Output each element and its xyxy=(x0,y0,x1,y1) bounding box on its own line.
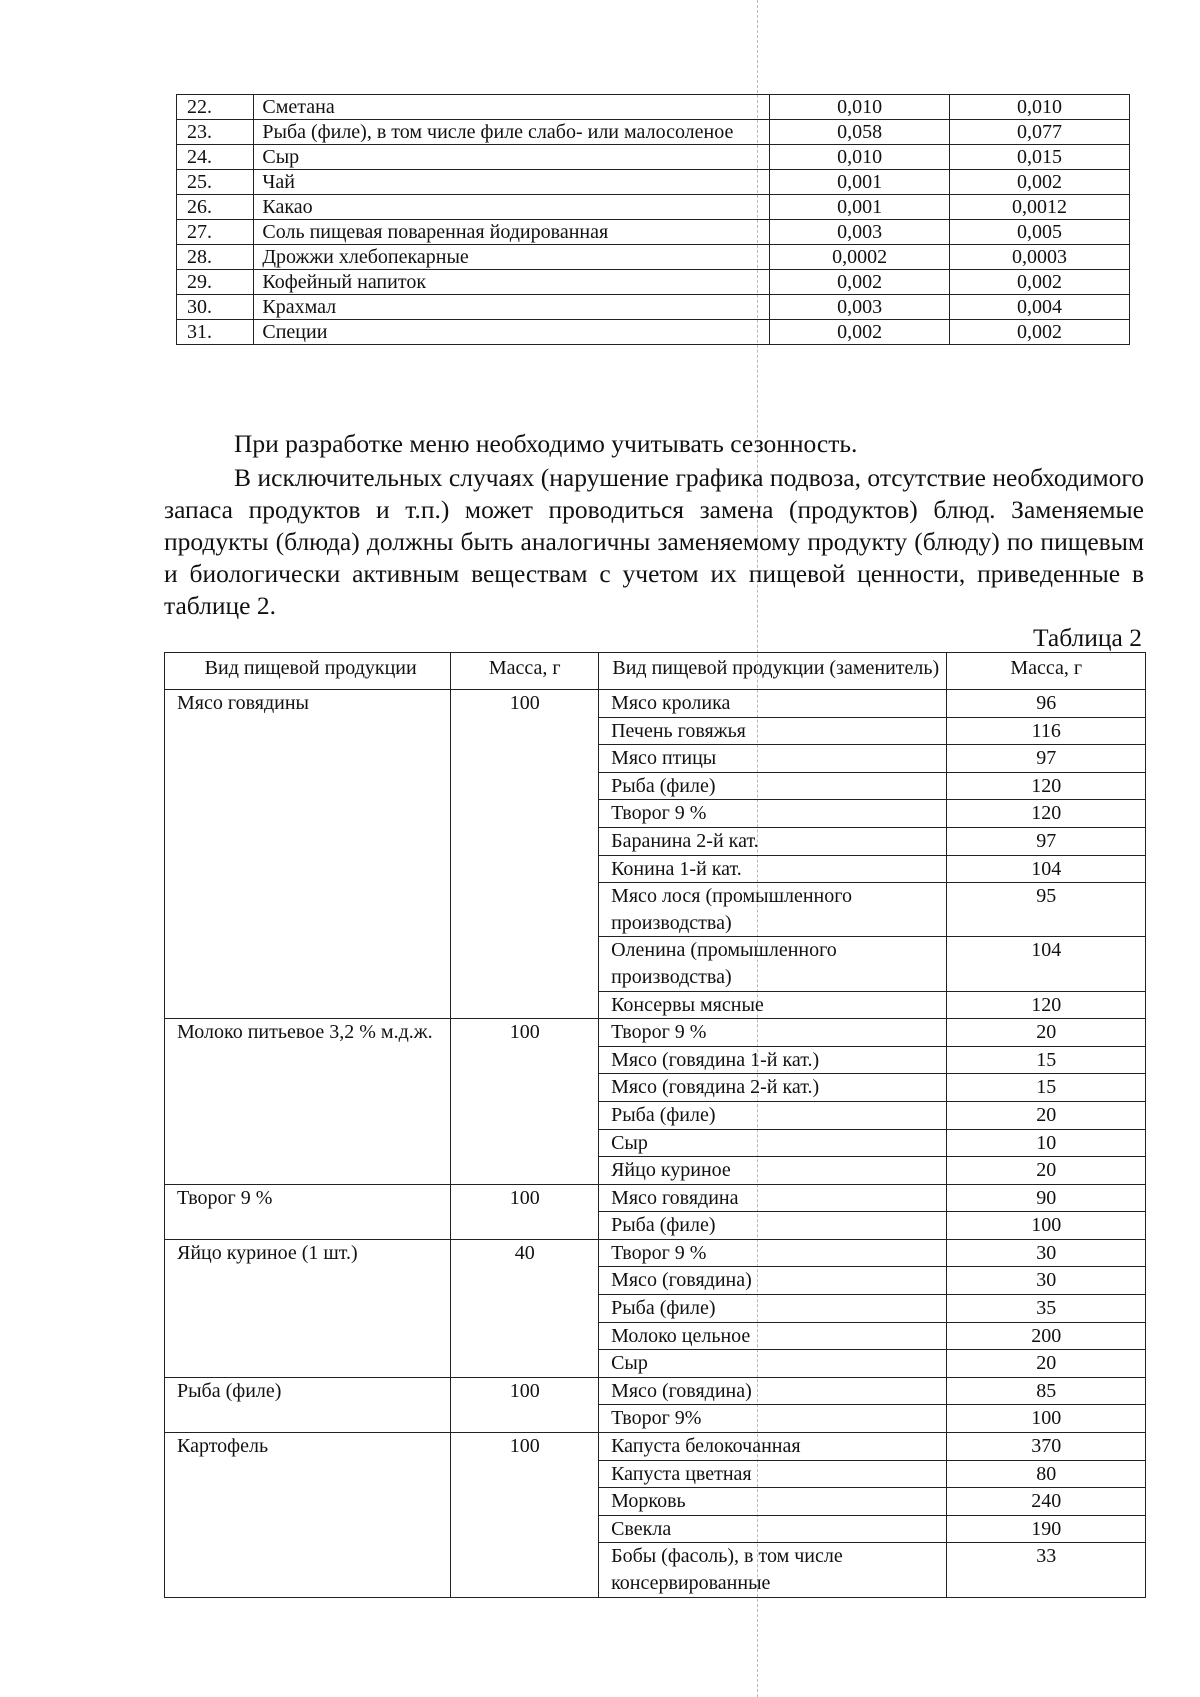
substitute-mass: 120 xyxy=(947,800,1146,828)
value-2: 0,002 xyxy=(950,170,1130,195)
table-row xyxy=(177,195,1130,220)
substitute-mass: 104 xyxy=(947,937,1146,991)
substitute-mass: 200 xyxy=(947,1322,1146,1350)
product-name: Рыба (филе) xyxy=(165,1377,451,1432)
header-mass: Масса, г xyxy=(451,653,599,690)
row-number: 25. xyxy=(177,170,254,195)
norms-table-continued xyxy=(176,94,1130,345)
substitute-mass: 20 xyxy=(947,1350,1146,1378)
substitute-name: Мясо лося (промышленного производства) xyxy=(599,883,947,937)
substitute-name: Сыр xyxy=(599,1350,947,1378)
product-mass: 100 xyxy=(451,1433,599,1598)
substitute-name: Морковь xyxy=(599,1488,947,1516)
substitute-mass: 96 xyxy=(947,690,1146,718)
product-name: Соль пищевая поваренная йодированная xyxy=(254,220,770,245)
substitute-mass: 104 xyxy=(947,855,1146,883)
substitute-name: Яйцо куриное xyxy=(599,1157,947,1185)
replacement-table xyxy=(164,652,1146,1598)
product-name: Рыба (филе), в том числе филе слабо- или малосоленое xyxy=(254,120,770,145)
substitute-mass: 85 xyxy=(947,1377,1146,1405)
substitute-mass: 97 xyxy=(947,745,1146,773)
table-row xyxy=(177,170,1130,195)
value-2: 0,015 xyxy=(950,145,1130,170)
substitute-name: Мясо (говядина 2-й кат.) xyxy=(599,1074,947,1102)
table-row xyxy=(177,295,1130,320)
substitute-name: Рыба (филе) xyxy=(599,1212,947,1240)
product-name: Чай xyxy=(254,170,770,195)
substitute-name: Мясо говядина xyxy=(599,1184,947,1212)
paragraph-replacement: В исключительных случаях (нарушение графика подвоза, отсутствие необходимого запаса продуктов и т.п.) может проводиться замена (продуктов) блюд. Заменяемые продукты (блюда) должны быть аналогичны заменяемому продукту (блюду) по пищевым и биологически активным веществам с учетом их пищевой ценности, приведенные в таблице 2. xyxy=(164,463,1144,620)
value-2: 0,002 xyxy=(950,320,1130,345)
row-number: 24. xyxy=(177,145,254,170)
product-name: Яйцо куриное (1 шт.) xyxy=(165,1239,451,1377)
product-name: Картофель xyxy=(165,1433,451,1598)
value-1: 0,010 xyxy=(770,145,950,170)
value-2: 0,077 xyxy=(950,120,1130,145)
substitute-mass: 100 xyxy=(947,1212,1146,1240)
row-number: 23. xyxy=(177,120,254,145)
table-row xyxy=(177,120,1130,145)
substitute-mass: 10 xyxy=(947,1129,1146,1157)
value-2: 0,0003 xyxy=(950,245,1130,270)
substitute-mass: 97 xyxy=(947,827,1146,855)
product-name: Какао xyxy=(254,195,770,220)
substitute-name: Творог 9 % xyxy=(599,1019,947,1047)
table-row xyxy=(177,320,1130,345)
substitute-mass: 116 xyxy=(947,717,1146,745)
value-2: 0,0012 xyxy=(950,195,1130,220)
substitute-name: Конина 1-й кат. xyxy=(599,855,947,883)
substitute-mass: 240 xyxy=(947,1488,1146,1516)
value-1: 0,001 xyxy=(770,170,950,195)
substitute-mass: 90 xyxy=(947,1184,1146,1212)
substitute-name: Рыба (филе) xyxy=(599,772,947,800)
substitute-mass: 35 xyxy=(947,1295,1146,1323)
product-mass: 100 xyxy=(451,690,599,1019)
substitute-name: Капуста цветная xyxy=(599,1460,947,1488)
substitute-name: Молоко цельное xyxy=(599,1322,947,1350)
table-row xyxy=(177,220,1130,245)
value-1: 0,0002 xyxy=(770,245,950,270)
product-name: Сыр xyxy=(254,145,770,170)
product-mass: 100 xyxy=(451,1019,599,1185)
product-name: Кофейный напиток xyxy=(254,270,770,295)
substitute-mass: 95 xyxy=(947,883,1146,937)
substitute-name: Бобы (фасоль), в том числе консервированные xyxy=(599,1543,947,1597)
product-name: Дрожжи хлебопекарные xyxy=(254,245,770,270)
substitute-mass: 80 xyxy=(947,1460,1146,1488)
table-row xyxy=(165,1019,1146,1047)
value-2: 0,010 xyxy=(950,95,1130,120)
substitute-mass: 15 xyxy=(947,1046,1146,1074)
table2-caption: Таблица 2 xyxy=(1032,623,1142,652)
value-1: 0,010 xyxy=(770,95,950,120)
substitute-mass: 120 xyxy=(947,991,1146,1019)
row-number: 22. xyxy=(177,95,254,120)
table-row xyxy=(177,245,1130,270)
value-2: 0,004 xyxy=(950,295,1130,320)
table-row xyxy=(165,1377,1146,1405)
product-mass: 100 xyxy=(451,1377,599,1432)
substitute-name: Баранина 2-й кат. xyxy=(599,827,947,855)
substitute-name: Мясо птицы xyxy=(599,745,947,773)
row-number: 26. xyxy=(177,195,254,220)
header-substitute: Вид пищевой продукции (заменитель) xyxy=(599,653,947,690)
substitute-name: Рыба (филе) xyxy=(599,1295,947,1323)
row-number: 28. xyxy=(177,245,254,270)
table-row xyxy=(165,690,1146,718)
substitute-name: Капуста белокочанная xyxy=(599,1433,947,1461)
table-row xyxy=(165,1184,1146,1212)
row-number: 29. xyxy=(177,270,254,295)
product-mass: 100 xyxy=(451,1184,599,1239)
substitute-mass: 100 xyxy=(947,1405,1146,1433)
value-2: 0,002 xyxy=(950,270,1130,295)
product-name: Мясо говядины xyxy=(165,690,451,1019)
substitute-mass: 20 xyxy=(947,1101,1146,1129)
substitute-name: Консервы мясные xyxy=(599,991,947,1019)
substitute-name: Рыба (филе) xyxy=(599,1101,947,1129)
substitute-mass: 30 xyxy=(947,1239,1146,1267)
value-2: 0,005 xyxy=(950,220,1130,245)
substitute-name: Творог 9 % xyxy=(599,800,947,828)
substitute-mass: 30 xyxy=(947,1267,1146,1295)
table-row xyxy=(177,95,1130,120)
header-substitute-mass: Масса, г xyxy=(947,653,1146,690)
value-1: 0,003 xyxy=(770,295,950,320)
substitute-name: Мясо кролика xyxy=(599,690,947,718)
row-number: 27. xyxy=(177,220,254,245)
table2-header-row xyxy=(165,653,1146,690)
product-name: Творог 9 % xyxy=(165,1184,451,1239)
value-1: 0,058 xyxy=(770,120,950,145)
substitute-mass: 120 xyxy=(947,772,1146,800)
substitute-mass: 190 xyxy=(947,1515,1146,1543)
substitute-name: Мясо (говядина) xyxy=(599,1267,947,1295)
substitute-name: Мясо (говядина 1-й кат.) xyxy=(599,1046,947,1074)
substitute-mass: 15 xyxy=(947,1074,1146,1102)
product-mass: 40 xyxy=(451,1239,599,1377)
table-row xyxy=(177,145,1130,170)
substitute-name: Сыр xyxy=(599,1129,947,1157)
product-name: Молоко питьевое 3,2 % м.д.ж. xyxy=(165,1019,451,1185)
paragraph-seasonality: При разработке меню необходимо учитывать сезонность. xyxy=(234,429,858,458)
value-1: 0,002 xyxy=(770,320,950,345)
product-name: Крахмал xyxy=(254,295,770,320)
table-row xyxy=(177,270,1130,295)
substitute-name: Оленина (промышленного производства) xyxy=(599,937,947,991)
header-product: Вид пищевой продукции xyxy=(165,653,451,690)
product-name: Сметана xyxy=(254,95,770,120)
substitute-mass: 20 xyxy=(947,1157,1146,1185)
substitute-name: Печень говяжья xyxy=(599,717,947,745)
substitute-name: Творог 9% xyxy=(599,1405,947,1433)
product-name: Специи xyxy=(254,320,770,345)
substitute-mass: 370 xyxy=(947,1433,1146,1461)
row-number: 31. xyxy=(177,320,254,345)
table-row xyxy=(165,1433,1146,1461)
substitute-mass: 33 xyxy=(947,1543,1146,1597)
value-1: 0,002 xyxy=(770,270,950,295)
substitute-name: Свекла xyxy=(599,1515,947,1543)
table-row xyxy=(165,1239,1146,1267)
value-1: 0,001 xyxy=(770,195,950,220)
substitute-name: Мясо (говядина) xyxy=(599,1377,947,1405)
value-1: 0,003 xyxy=(770,220,950,245)
substitute-name: Творог 9 % xyxy=(599,1239,947,1267)
row-number: 30. xyxy=(177,295,254,320)
substitute-mass: 20 xyxy=(947,1019,1146,1047)
